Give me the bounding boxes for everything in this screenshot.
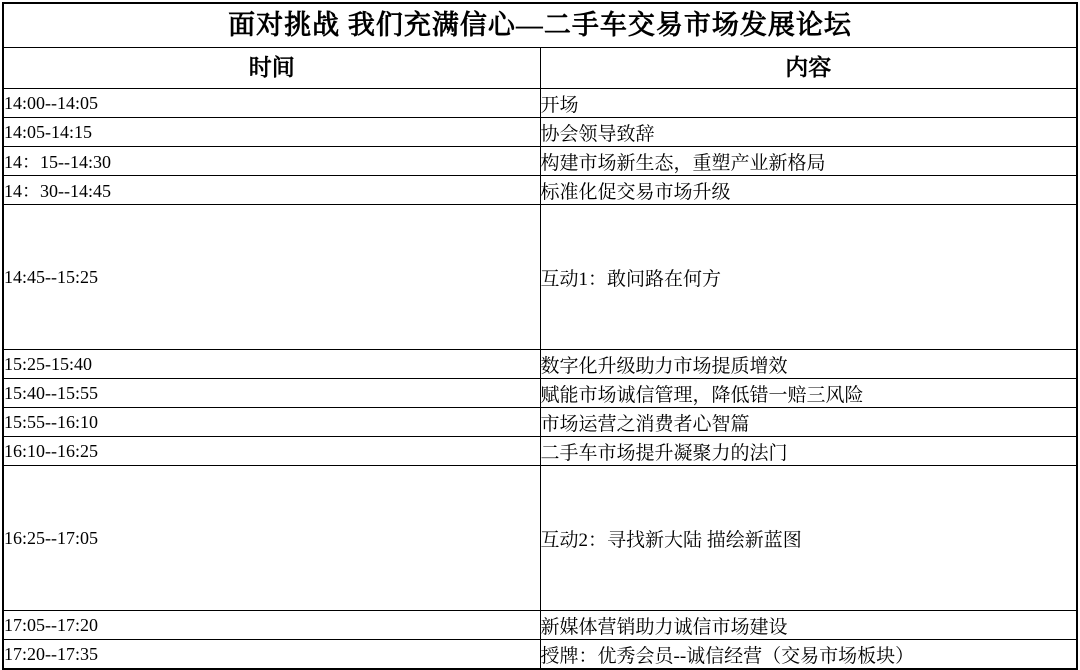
header-row <box>3 48 1077 89</box>
table-row <box>3 147 1077 176</box>
table-row <box>3 379 1077 408</box>
table-row <box>3 437 1077 466</box>
row-content: 授牌：优秀会员--诚信经营（交易市场板块） <box>540 640 1077 670</box>
table-row <box>3 640 1077 670</box>
agenda-table <box>2 2 1078 670</box>
row-content: 互动1：敢问路在何方 <box>540 205 1077 350</box>
document-title: 面对挑战 我们充满信心—二手车交易市场发展论坛 <box>3 3 1077 48</box>
table-row <box>3 408 1077 437</box>
row-time: 14:45--15:25 <box>3 205 540 350</box>
row-time: 14:00--14:05 <box>3 89 540 118</box>
row-time: 15:55--16:10 <box>3 408 540 437</box>
row-time: 16:25--17:05 <box>3 466 540 611</box>
row-time: 17:20--17:35 <box>3 640 540 670</box>
row-time: 15:40--15:55 <box>3 379 540 408</box>
column-header-time: 时间 <box>3 48 540 89</box>
row-content: 构建市场新生态，重塑产业新格局 <box>540 147 1077 176</box>
row-time: 14：30--14:45 <box>3 176 540 205</box>
row-content: 市场运营之消费者心智篇 <box>540 408 1077 437</box>
table-row <box>3 205 1077 350</box>
row-content: 新媒体营销助力诚信市场建设 <box>540 611 1077 640</box>
row-content: 赋能市场诚信管理，降低错一赔三风险 <box>540 379 1077 408</box>
row-time: 14：15--14:30 <box>3 147 540 176</box>
table-row <box>3 89 1077 118</box>
table-row <box>3 118 1077 147</box>
title-row <box>3 3 1077 48</box>
table-row <box>3 176 1077 205</box>
agenda-table-body <box>3 3 1077 669</box>
row-content: 开场 <box>540 89 1077 118</box>
table-row <box>3 466 1077 611</box>
row-content: 数字化升级助力市场提质增效 <box>540 350 1077 379</box>
row-content: 互动2：寻找新大陆 描绘新蓝图 <box>540 466 1077 611</box>
column-header-content: 内容 <box>540 48 1077 89</box>
table-row <box>3 350 1077 379</box>
row-time: 14:05-14:15 <box>3 118 540 147</box>
row-time: 16:10--16:25 <box>3 437 540 466</box>
row-content: 二手车市场提升凝聚力的法门 <box>540 437 1077 466</box>
row-time: 15:25-15:40 <box>3 350 540 379</box>
row-content: 协会领导致辞 <box>540 118 1077 147</box>
table-row <box>3 611 1077 640</box>
row-content: 标准化促交易市场升级 <box>540 176 1077 205</box>
row-time: 17:05--17:20 <box>3 611 540 640</box>
